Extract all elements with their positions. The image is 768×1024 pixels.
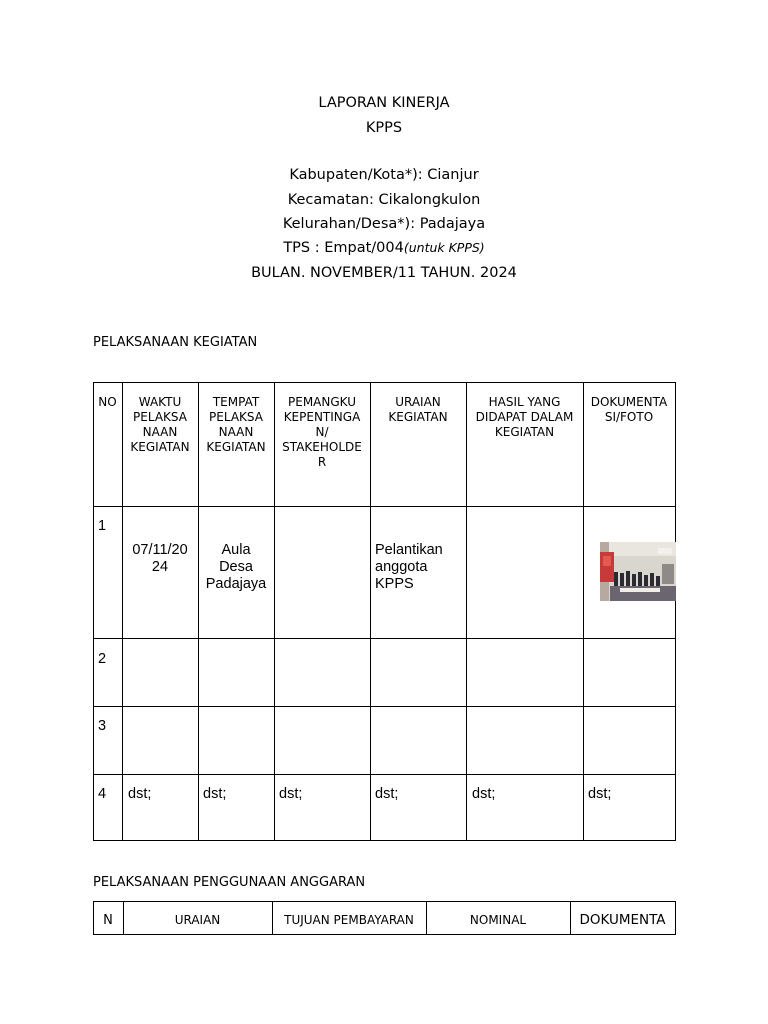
header-uraian-anggaran: URAIAN [174,913,221,927]
event-photo-image [600,542,676,601]
header-no [93,395,122,410]
table-border [583,382,584,841]
header-line: URAIAN [395,395,441,409]
header-nominal: NOMINAL [469,913,527,927]
cell-hasil: dst; [472,786,496,802]
tps-text: TPS : Empat/004 [283,240,404,256]
cell-line: KPPS [375,576,414,592]
header-line: HASIL YANG [488,395,561,409]
cell-line: Desa [219,559,253,575]
table-border [466,382,467,841]
header-line: PELAKSA [133,410,187,424]
tps-line [0,239,768,257]
header-uraian [370,395,466,425]
bulan-line: BULAN. NOVEMBER/11 TAHUN. 2024 [251,265,517,281]
header-line: SI/FOTO [604,410,654,424]
cell-line: 24 [151,559,169,575]
cell-line: Pelantikan [375,542,443,558]
header-line: PEMANGKU [288,395,356,409]
cell-tempat [198,542,274,593]
table-border [93,506,676,507]
table-border [93,934,676,935]
cell-line: anggota [375,559,428,575]
table-border [93,706,676,707]
kabupaten-line: Kabupaten/Kota*): Cianjur [289,167,479,183]
table-border [93,840,676,841]
header-line: KEGIATAN [388,410,448,424]
header-line: KEGIATAN [206,440,266,454]
header-waktu [122,395,198,455]
row-number: 3 [98,718,107,734]
cell-uraian: dst; [375,786,399,802]
cell-waktu: dst; [128,786,152,802]
header-hasil [466,395,583,440]
header-line: NAAN [218,425,254,439]
table-border [93,382,94,841]
header-line: KEGIATAN [130,440,190,454]
table-border [370,382,371,841]
header-line: PELAKSA [209,410,263,424]
cell-line: Padajaya [205,576,267,592]
cell-dokumentasi: dst; [588,786,612,802]
header-line: NAAN [142,425,178,439]
section-title-kegiatan: PELAKSANAAN KEGIATAN [93,335,258,350]
header-line: TEMPAT [212,395,260,409]
table-border [93,382,676,383]
header-line: STAKEHOLDE [282,440,362,454]
row-number: 1 [98,518,107,534]
table-border [675,382,676,841]
header-line: KEGIATAN [494,425,555,439]
header-line: KEPENTINGA [283,410,361,424]
report-title: LAPORAN KINERJA [318,95,450,111]
row-number: 4 [98,786,107,802]
cell-uraian [375,542,443,593]
row-number: 2 [98,651,107,667]
cell-line: Aula [221,542,251,558]
kelurahan-line: Kelurahan/Desa*): Padajaya [282,216,486,232]
table-border [93,638,676,639]
header-line: WAKTU [138,395,182,409]
table-border [675,901,676,935]
header-line: DOKUMENTA [590,395,668,409]
cell-tempat: dst; [203,786,227,802]
header-pemangku [274,395,370,470]
table-border [93,901,676,902]
documentation-photo [600,542,676,601]
tps-note: (untuk KPPS) [403,240,485,255]
header-tujuan: TUJUAN PEMBAYARAN [284,913,414,927]
header-line: N/ [315,425,329,439]
kecamatan-line: Kecamatan: Cikalongkulon [287,192,481,208]
header-n: N [103,913,113,928]
header-dokumentasi [583,395,675,425]
cell-waktu [122,542,198,576]
section-title-anggaran: PELAKSANAAN PENGGUNAAN ANGGARAN [93,875,366,890]
report-subtitle: KPPS [365,120,403,136]
header-line: R [317,455,327,469]
header-dokumentasi-anggaran: DOKUMENTA [579,912,666,928]
header-line: NO [98,395,117,409]
cell-line: 07/11/20 [132,542,188,558]
header-tempat [198,395,274,455]
cell-pemangku: dst; [279,786,303,802]
table-border [93,774,676,775]
header-line: DIDAPAT DALAM [475,410,574,424]
